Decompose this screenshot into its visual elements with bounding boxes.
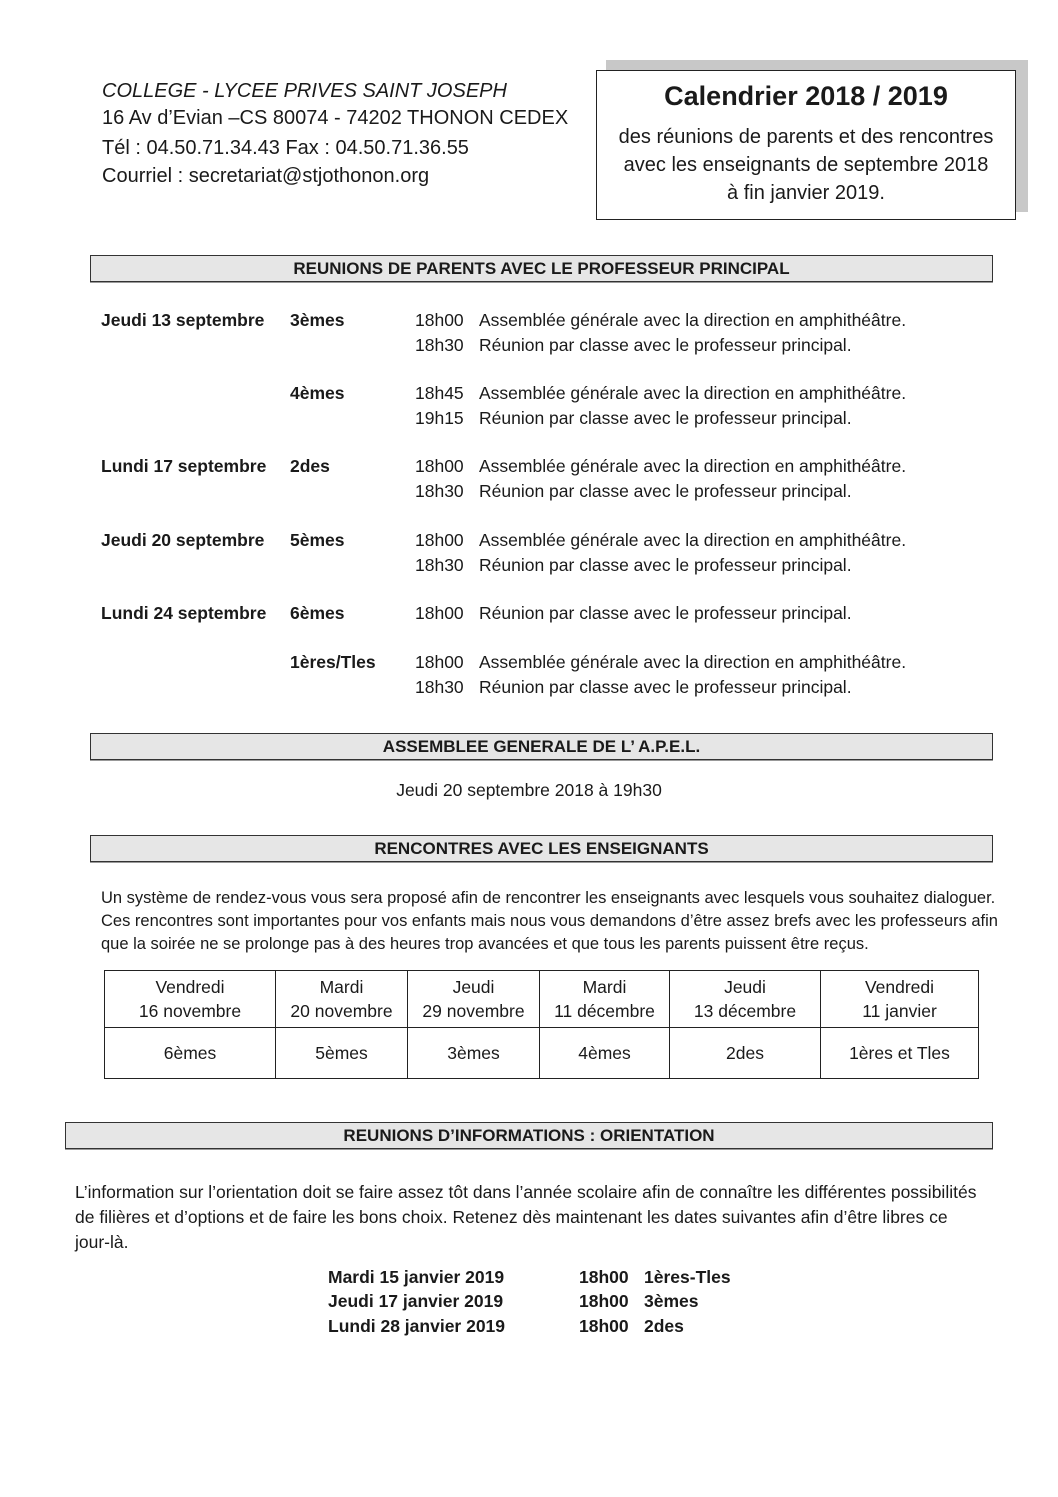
section-header-teacher-meetings: RENCONTRES AVEC LES ENSEIGNANTS bbox=[90, 835, 993, 862]
table-cell bbox=[276, 971, 408, 1028]
section-header-orientation: REUNIONS D’INFORMATIONS : ORIENTATION bbox=[65, 1122, 993, 1149]
orientation-date: Jeudi 17 janvier 2019 bbox=[328, 1291, 504, 1311]
paragraph-line: que la soirée ne se prolonge pas à des heures trop avancées et que tous les parents puissent être reçus. bbox=[101, 935, 869, 953]
school-address: 16 Av d’Evian –CS 80074 - 74202 THONON CEDEX bbox=[102, 107, 569, 129]
orientation-time: 18h00 bbox=[579, 1316, 629, 1336]
meeting-date: 13 décembre bbox=[693, 1001, 797, 1021]
table-cell bbox=[821, 971, 979, 1028]
meeting-day: Jeudi bbox=[452, 977, 495, 997]
table-row bbox=[105, 971, 979, 1028]
meeting-day: Vendredi bbox=[864, 977, 935, 997]
school-name: COLLEGE - LYCEE PRIVES SAINT JOSEPH bbox=[102, 80, 507, 102]
subtitle-line-3: à fin janvier 2019. bbox=[727, 182, 885, 204]
meeting-date: 16 novembre bbox=[138, 1001, 242, 1021]
meeting-description: Assemblée générale avec la direction en amphithéâtre. bbox=[479, 456, 907, 476]
meeting-row bbox=[0, 381, 1058, 406]
meeting-time: 18h00 bbox=[415, 530, 464, 550]
meeting-time: 18h00 bbox=[415, 456, 464, 476]
orientation-paragraph bbox=[75, 1180, 983, 1255]
meeting-class: 3èmes bbox=[290, 310, 345, 330]
meeting-description: Assemblée générale avec la direction en amphithéâtre. bbox=[479, 530, 907, 550]
meeting-description: Réunion par classe avec le professeur principal. bbox=[479, 408, 852, 428]
table-cell bbox=[408, 971, 540, 1028]
orientation-row bbox=[0, 1289, 1058, 1314]
meeting-description: Réunion par classe avec le professeur principal. bbox=[479, 603, 852, 623]
table-cell bbox=[670, 971, 821, 1028]
meeting-description: Assemblée générale avec la direction en amphithéâtre. bbox=[479, 652, 907, 672]
meeting-time: 18h00 bbox=[415, 603, 464, 623]
meeting-time: 18h30 bbox=[415, 555, 464, 575]
meeting-date: 29 novembre bbox=[422, 1001, 525, 1021]
orientation-row bbox=[0, 1314, 1058, 1339]
meeting-row bbox=[0, 479, 1058, 504]
orientation-row bbox=[0, 1265, 1058, 1290]
teacher-meetings-table bbox=[104, 970, 979, 1079]
meeting-date: 20 novembre bbox=[290, 1001, 393, 1021]
orientation-level: 3èmes bbox=[644, 1291, 699, 1311]
meeting-level: 1ères et Tles bbox=[821, 1028, 979, 1079]
subtitle-line-1: des réunions de parents et des rencontres bbox=[618, 126, 994, 148]
paragraph-line: Un système de rendez-vous vous sera proposé afin de rencontrer les enseignants avec lesquels vous souhaitez dialoguer. bbox=[101, 889, 996, 907]
paragraph-line: L’information sur l’orientation doit se faire assez tôt dans l’année scolaire afin de connaître les différentes possibilités bbox=[75, 1182, 977, 1202]
meeting-description: Réunion par classe avec le professeur principal. bbox=[479, 677, 852, 697]
meeting-row bbox=[0, 528, 1058, 553]
table-row bbox=[105, 1028, 979, 1079]
orientation-level: 1ères-Tles bbox=[644, 1267, 731, 1287]
meeting-class: 5èmes bbox=[290, 530, 345, 550]
meeting-class: 4èmes bbox=[290, 383, 345, 403]
meeting-time: 18h00 bbox=[415, 652, 464, 672]
table-cell bbox=[540, 971, 670, 1028]
section-header-apel: ASSEMBLEE GENERALE DE L’ A.P.E.L. bbox=[90, 733, 993, 760]
meeting-row bbox=[0, 675, 1058, 700]
meeting-day: Vendredi bbox=[155, 977, 225, 997]
paragraph-line: jour-là. bbox=[75, 1232, 129, 1252]
meeting-level: 4èmes bbox=[540, 1028, 670, 1079]
school-phone: Tél : 04.50.71.34.43 Fax : 04.50.71.36.55 bbox=[102, 137, 469, 159]
meeting-description: Assemblée générale avec la direction en amphithéâtre. bbox=[479, 310, 907, 330]
meeting-level: 3èmes bbox=[408, 1028, 540, 1079]
meeting-row bbox=[0, 308, 1058, 333]
meeting-time: 18h30 bbox=[415, 677, 464, 697]
meeting-row bbox=[0, 406, 1058, 431]
meeting-time: 19h15 bbox=[415, 408, 464, 428]
meeting-time: 18h45 bbox=[415, 383, 464, 403]
meeting-time: 18h00 bbox=[415, 310, 464, 330]
school-email: Courriel : secretariat@stjothonon.org bbox=[102, 165, 430, 187]
meeting-level: 5èmes bbox=[276, 1028, 408, 1079]
meeting-time: 18h30 bbox=[415, 481, 464, 501]
meeting-date: Lundi 24 septembre bbox=[101, 603, 267, 623]
meeting-row bbox=[0, 553, 1058, 578]
meeting-row bbox=[0, 454, 1058, 479]
paragraph-line: de filières et d’options et de faire les bons choix. Retenez dès maintenant les dates suivantes afin d’être libres ce bbox=[75, 1207, 948, 1227]
title-subtitle bbox=[597, 123, 1015, 207]
meeting-description: Réunion par classe avec le professeur principal. bbox=[479, 335, 852, 355]
meeting-description: Assemblée générale avec la direction en amphithéâtre. bbox=[479, 383, 907, 403]
orientation-time: 18h00 bbox=[579, 1267, 629, 1287]
orientation-date: Mardi 15 janvier 2019 bbox=[328, 1267, 505, 1287]
section-header-parent-meetings: REUNIONS DE PARENTS AVEC LE PROFESSEUR PRINCIPAL bbox=[90, 255, 993, 282]
apel-date: Jeudi 20 septembre 2018 à 19h30 bbox=[396, 780, 662, 800]
meeting-time: 18h30 bbox=[415, 335, 464, 355]
teacher-meetings-paragraph bbox=[101, 887, 998, 956]
meeting-day: Jeudi bbox=[724, 977, 766, 997]
title-box bbox=[596, 70, 1016, 220]
orientation-time: 18h00 bbox=[579, 1291, 629, 1311]
meeting-row bbox=[0, 601, 1058, 626]
meeting-date: Lundi 17 septembre bbox=[101, 456, 267, 476]
meeting-date: 11 janvier bbox=[862, 1001, 937, 1021]
meeting-row bbox=[0, 650, 1058, 675]
meeting-date: Jeudi 13 septembre bbox=[101, 310, 265, 330]
meeting-day: Mardi bbox=[319, 977, 364, 997]
meeting-level: 6èmes bbox=[105, 1028, 276, 1079]
orientation-level: 2des bbox=[644, 1316, 684, 1336]
meeting-class: 2des bbox=[290, 456, 330, 476]
meeting-class: 1ères/Tles bbox=[290, 652, 376, 672]
meeting-level: 2des bbox=[670, 1028, 821, 1079]
meeting-description: Réunion par classe avec le professeur principal. bbox=[479, 481, 852, 501]
meeting-description: Réunion par classe avec le professeur principal. bbox=[479, 555, 852, 575]
orientation-date: Lundi 28 janvier 2019 bbox=[328, 1316, 506, 1336]
meeting-date: 11 décembre bbox=[554, 1001, 655, 1021]
subtitle-line-2: avec les enseignants de septembre 2018 bbox=[623, 154, 989, 176]
meeting-date: Jeudi 20 septembre bbox=[101, 530, 265, 550]
meeting-day: Mardi bbox=[582, 977, 627, 997]
meeting-class: 6èmes bbox=[290, 603, 345, 623]
table-cell bbox=[105, 971, 276, 1028]
paragraph-line: Ces rencontres sont importantes pour vos enfants mais nous vous demandons d’être assez brefs avec les professeurs afin bbox=[101, 912, 998, 930]
meeting-row bbox=[0, 333, 1058, 358]
page-title: Calendrier 2018 / 2019 bbox=[664, 81, 948, 111]
